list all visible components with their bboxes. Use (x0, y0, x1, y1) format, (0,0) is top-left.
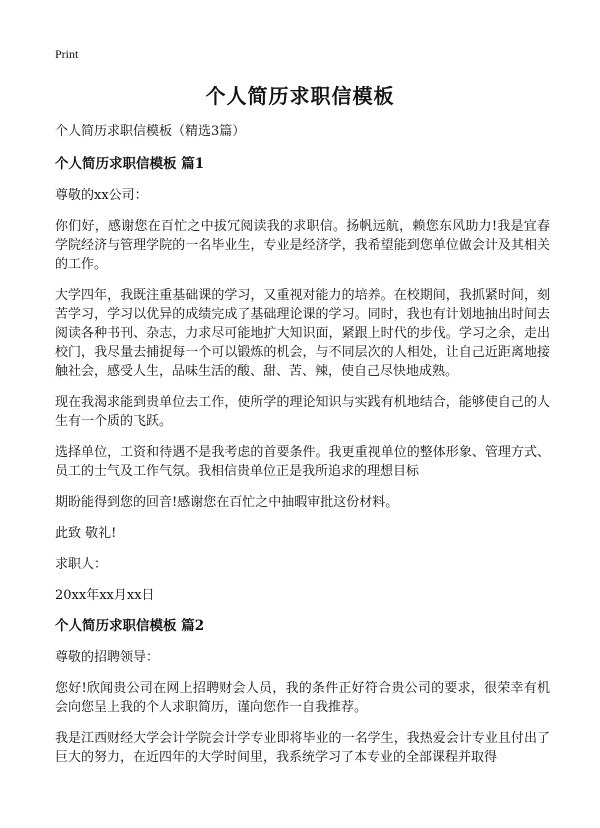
document-subtitle: 个人简历求职信模板（精选3篇） (55, 124, 246, 139)
document-body (55, 122, 550, 779)
section-heading-2: 个人简历求职信模板 篇2 (55, 618, 205, 634)
paragraph-greeting: 尊敬的招聘领导： (55, 650, 160, 665)
paragraph: 大学四年，我既注重基础课的学习，又重视对能力的培养。在校期间，我抓紧时间，刻苦学习，学习以优异的成绩完成了基础理论课的学习。同时，我也有计划地抽出时间去阅读各种书刊、杂志，力求尽可能地扩大知识面，紧跟上时代的步伐。学习之余，走出校门，我尽量去捕捉每一个可以锻炼的机会，与不同层次的人相处，让自己近距离地接触社会，感受人生，品味生活的酸、甜、苦、辣，使自己尽快地成熟。 (55, 288, 550, 379)
paragraph: 选择单位，工资和待遇不是我考虑的首要条件。我更重视单位的整体形象、管理方式、员工的士气及工作气氛。我相信贵单位正是我所追求的理想目标 (55, 445, 550, 479)
paragraph-greeting: 尊敬的xx公司： (55, 188, 148, 203)
paragraph: 我是江西财经大学会计学院会计学专业即将毕业的一名学生，我热爱会计专业且付出了巨大的努力，在近四年的大学时间里，我系统学习了本专业的全部课程并取得 (55, 731, 550, 765)
paragraph: 现在我渴求能到贵单位去工作，使所学的理论知识与实践有机地结合，能够使自己的人生有一个质的飞跃。 (55, 395, 550, 429)
paragraph-signature: 求职人： (55, 557, 108, 572)
page-title: 个人简历求职信模板 (205, 84, 395, 108)
print-link[interactable]: Print (55, 47, 79, 61)
section-heading-1: 个人简历求职信模板 篇1 (55, 156, 205, 172)
paragraph-closing: 此致 敬礼! (55, 526, 117, 541)
paragraph: 您好!欣闻贵公司在网上招聘财会人员，我的条件正好符合贵公司的要求，很荣幸有机会向您呈上我的个人求职简历，谨向您作一自我推荐。 (55, 681, 550, 715)
paragraph-date: 20xx年xx月xx日 (55, 588, 155, 603)
paragraph: 你们好，感谢您在百忙之中拔冗阅读我的求职信。扬帆远航，赖您东风助力!我是宜春学院经济与管理学院的一名毕业生，专业是经济学，我希望能到您单位做会计及其相关的工作。 (55, 219, 550, 272)
paragraph: 期盼能得到您的回音!感谢您在百忙之中抽暇审批这份材料。 (55, 495, 399, 510)
